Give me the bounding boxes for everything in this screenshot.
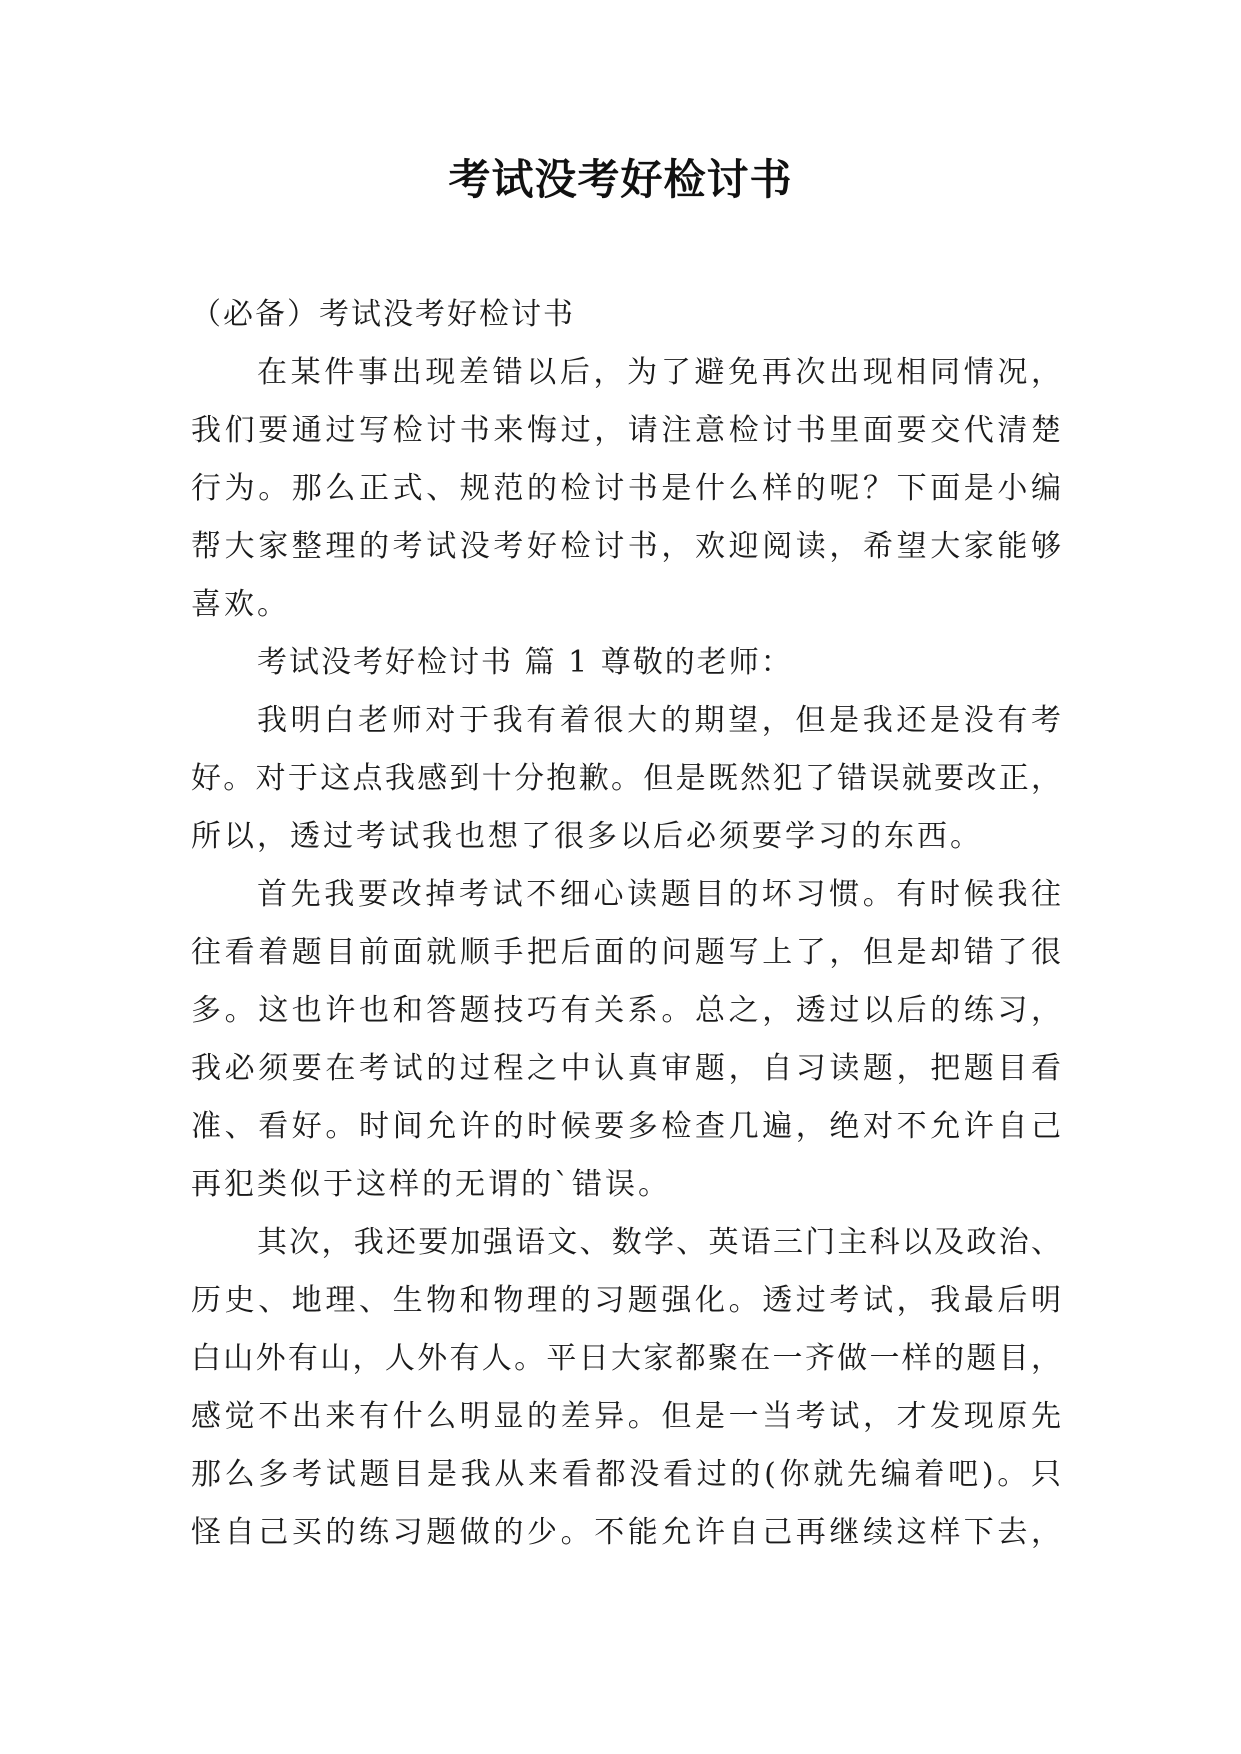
paragraph-line: 在某件事出现差错以后，为了避免再次出现相同情况，	[257, 355, 1061, 390]
paragraph-line: 喜欢。	[191, 587, 290, 622]
paragraph-line: 帮大家整理的考试没考好检讨书，欢迎阅读，希望大家能够	[191, 529, 1061, 564]
paragraph-line: 我们要通过写检讨书来悔过，请注意检讨书里面要交代清楚	[191, 413, 1061, 448]
paragraph-line: 准、看好。时间允许的时候要多检查几遍，绝对不允许自己	[191, 1109, 1061, 1144]
paragraph-line: 怪自己买的练习题做的少。不能允许自己再继续这样下去，	[191, 1515, 1061, 1550]
paragraph-line: 我明白老师对于我有着很大的期望，但是我还是没有考	[257, 703, 1061, 738]
paragraph-line: 感觉不出来有什么明显的差异。但是一当考试，才发现原先	[191, 1399, 1061, 1434]
paragraph-line: 多。这也许也和答题技巧有关系。总之，透过以后的练习，	[191, 993, 1061, 1028]
paragraph-line: 所以，透过考试我也想了很多以后必须要学习的东西。	[191, 819, 983, 854]
paragraph-line: 白山外有山，人外有人。平日大家都聚在一齐做一样的题目，	[191, 1341, 1061, 1376]
section-heading: 考试没考好检讨书 篇 1 尊敬的老师：	[257, 645, 793, 680]
paragraph-line: 那么多考试题目是我从来看都没看过的(你就先编着吧)。只	[191, 1457, 1061, 1492]
paragraph-line: 往看着题目前面就顺手把后面的问题写上了，但是却错了很	[191, 935, 1061, 970]
paragraph-line: 行为。那么正式、规范的检讨书是什么样的呢？下面是小编	[191, 471, 1061, 506]
paragraph-line: 首先我要改掉考试不细心读题目的坏习惯。有时候我往	[257, 877, 1061, 912]
document-title: 考试没考好检讨书	[448, 155, 793, 204]
paragraph-line: 再犯类似于这样的无谓的`错误。	[191, 1167, 671, 1202]
paragraph-line: 历史、地理、生物和物理的习题强化。透过考试，我最后明	[191, 1283, 1061, 1318]
document-subtitle: （必备）考试没考好检讨书	[191, 297, 575, 332]
paragraph-line: 好。对于这点我感到十分抱歉。但是既然犯了错误就要改正，	[191, 761, 1061, 796]
document-body	[191, 286, 1061, 1562]
paragraph-line: 其次，我还要加强语文、数学、英语三门主科以及政治、	[257, 1225, 1061, 1260]
paragraph-line: 我必须要在考试的过程之中认真审题，自习读题，把题目看	[191, 1051, 1061, 1086]
